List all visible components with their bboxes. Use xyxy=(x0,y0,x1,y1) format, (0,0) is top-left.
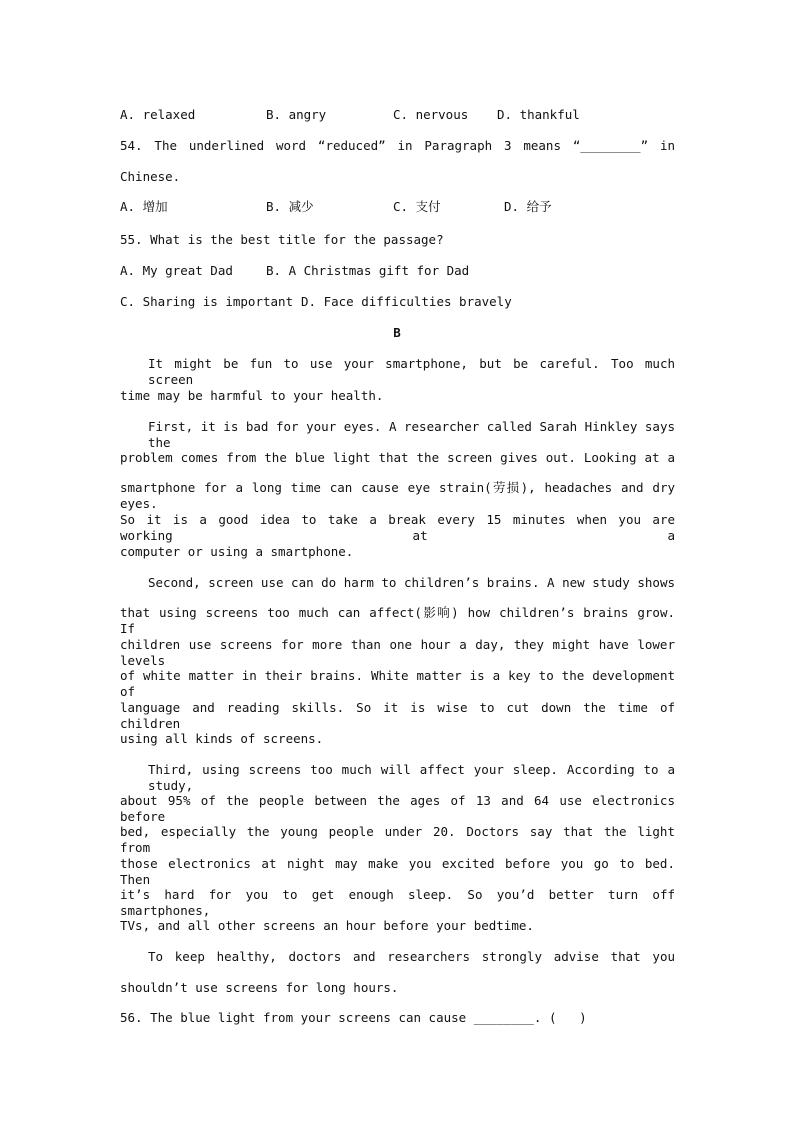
passage-line: that using screens too much can affect(影响) how children’s brains grow. If xyxy=(120,605,675,636)
passage-line: So it is a good idea to take a break every 15 minutes when you are working at a xyxy=(120,512,675,543)
q54-option-b: B. 减少 xyxy=(266,199,314,214)
passage-line: It might be fun to use your smartphone, but be careful. Too much screen xyxy=(148,356,675,387)
q53-option-d: D. thankful xyxy=(497,107,580,122)
passage-line: it’s hard for you to get enough sleep. So you’d better turn off smartphones, xyxy=(120,887,675,918)
q54-stem-line-2: Chinese. xyxy=(120,169,181,184)
q55-option-b: B. A Christmas gift for Dad xyxy=(266,263,470,278)
q54-option-d: D. 给予 xyxy=(504,199,552,214)
section-b-title: B xyxy=(393,325,401,340)
q55-stem: 55. What is the best title for the passage? xyxy=(120,232,444,247)
passage-line: those electronics at night may make you excited before you go to bed. Then xyxy=(120,856,675,887)
q55-option-c: C. Sharing is important xyxy=(120,294,294,309)
passage-line: First, it is bad for your eyes. A researcher called Sarah Hinkley says the xyxy=(148,419,675,450)
passage-line: TVs, and all other screens an hour before your bedtime. xyxy=(120,918,534,933)
passage-line: shouldn’t use screens for long hours. xyxy=(120,980,399,995)
passage-line: children use screens for more than one hour a day, they might have lower levels xyxy=(120,637,675,668)
q54-stem-line-1: 54. The underlined word “reduced” in Paragraph 3 means “________” in xyxy=(120,138,675,153)
passage-line: time may be harmful to your health. xyxy=(120,388,384,403)
passage-line: bed, especially the young people under 20. Doctors say that the light from xyxy=(120,824,675,855)
q56-stem: 56. The blue light from your screens can cause ________. ( ) xyxy=(120,1010,587,1025)
q53-option-b: B. angry xyxy=(266,107,327,122)
passage-line: To keep healthy, doctors and researchers strongly advise that you xyxy=(148,949,675,964)
q54-option-a: A. 增加 xyxy=(120,199,168,214)
q55-option-d: D. Face difficulties bravely xyxy=(301,294,512,309)
passage-line: Second, screen use can do harm to children’s brains. A new study shows xyxy=(148,575,675,590)
q53-option-a: A. relaxed xyxy=(120,107,196,122)
passage-line: computer or using a smartphone. xyxy=(120,544,354,559)
q55-option-a: A. My great Dad xyxy=(120,263,233,278)
passage-line: problem comes from the blue light that the screen gives out. Looking at a xyxy=(120,450,675,465)
q54-option-c: C. 支付 xyxy=(393,199,441,214)
passage-line: Third, using screens too much will affect your sleep. According to a study, xyxy=(148,762,675,793)
q53-option-c: C. nervous xyxy=(393,107,469,122)
passage-line: about 95% of the people between the ages of 13 and 64 use electronics before xyxy=(120,793,675,824)
passage-line: using all kinds of screens. xyxy=(120,731,324,746)
passage-line: of white matter in their brains. White matter is a key to the development of xyxy=(120,668,675,699)
passage-line: language and reading skills. So it is wise to cut down the time of children xyxy=(120,700,675,731)
passage-line: smartphone for a long time can cause eye strain(劳损), headaches and dry eyes. xyxy=(120,480,675,511)
